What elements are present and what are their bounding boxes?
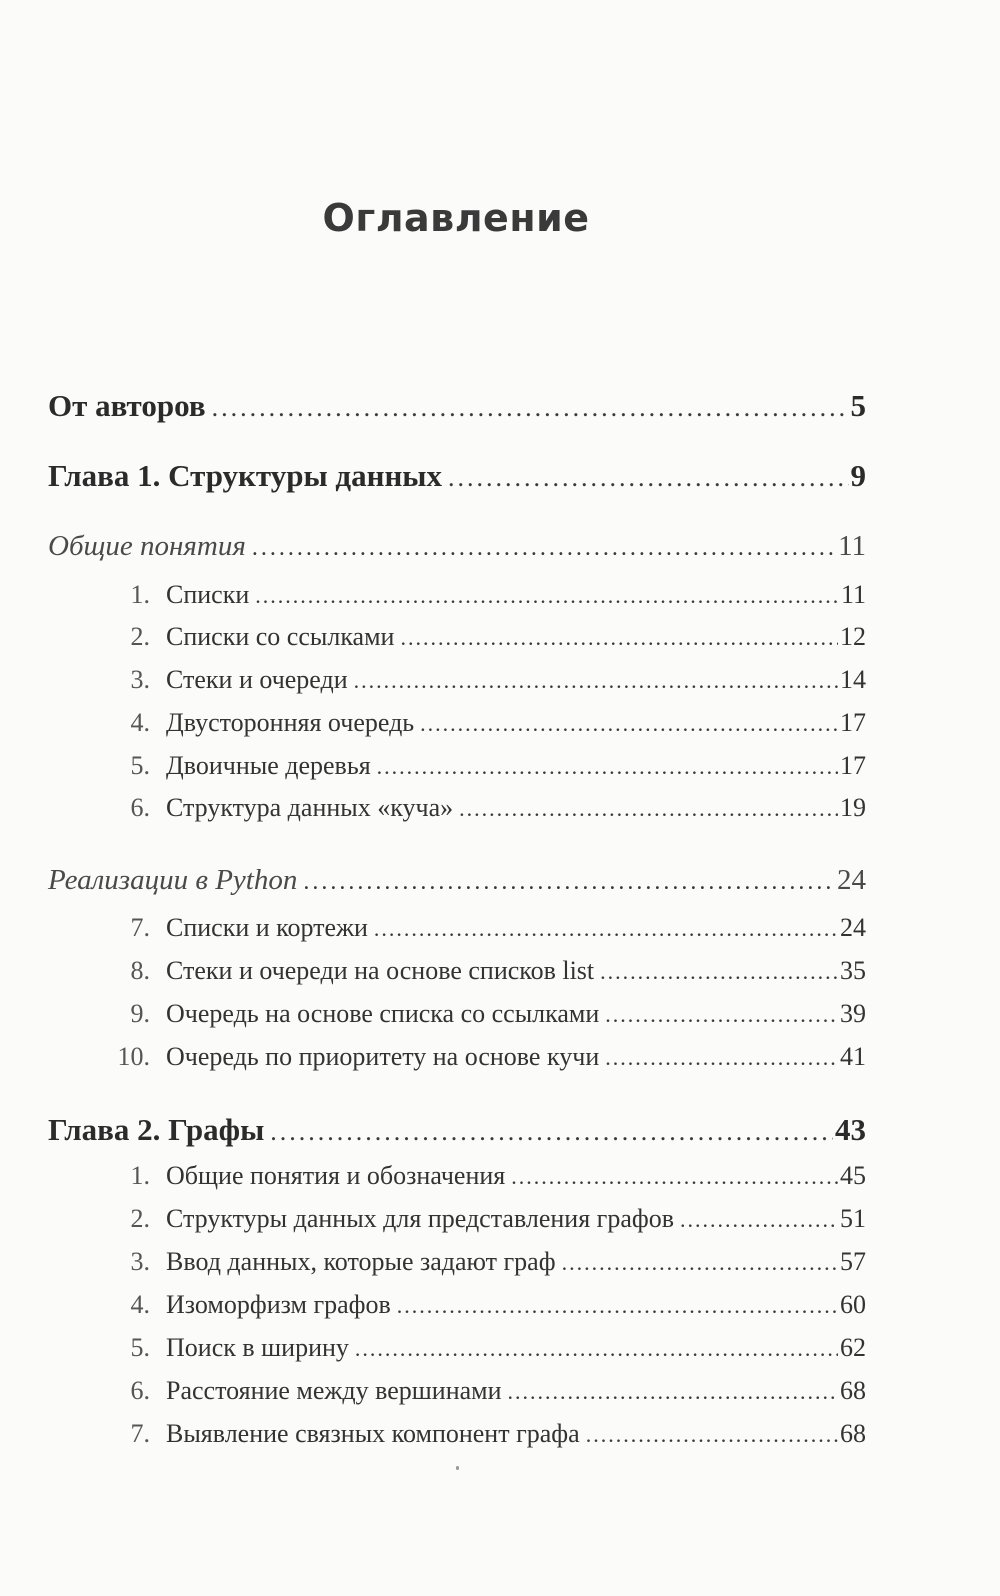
toc-chapter-from-authors[interactable] [48, 388, 866, 424]
toc-page-number: 5 [850, 388, 866, 423]
leader-dots [511, 1164, 838, 1190]
leader-dots [252, 535, 836, 562]
toc-entry-number: 4. [130, 708, 150, 737]
toc-section-label: Реализации в Python [48, 864, 298, 896]
toc-page-number: 39 [840, 999, 866, 1028]
toc-section-python-implementations[interactable] [48, 864, 866, 897]
toc-page-number: 24 [840, 913, 866, 942]
toc-entry[interactable] [48, 1290, 866, 1320]
toc-page-number: 17 [840, 751, 866, 780]
toc-entry-number: 7. [130, 913, 150, 942]
leader-dots [255, 583, 839, 609]
toc-entry-label: Очередь по приоритету на основе кучи [166, 1042, 600, 1071]
leader-dots [354, 668, 838, 694]
toc-entry-number: 2. [130, 622, 150, 651]
toc-page-number: 57 [840, 1247, 866, 1276]
toc-entry-number: 2. [130, 1204, 150, 1233]
toc-chapter-label: Глава 1. Структуры данных [48, 458, 443, 493]
leader-dots [605, 1002, 838, 1028]
leader-dots [303, 869, 835, 896]
toc-entry-label: Выявление связных компонент графа [166, 1419, 580, 1448]
toc-entry[interactable] [48, 751, 866, 781]
toc-entry-label: Поиск в ширину [166, 1333, 349, 1362]
toc-page-number: 19 [840, 793, 866, 822]
toc-entry-label: Стеки и очереди [166, 665, 348, 694]
toc-entry-number: 6. [130, 1376, 150, 1405]
toc-entry-label: Структуры данных для представления графов [166, 1204, 675, 1233]
toc-page-number: 60 [840, 1290, 866, 1319]
toc-page-number: 11 [840, 580, 866, 609]
toc-page-number: 11 [838, 530, 866, 562]
toc-page-number: 45 [840, 1161, 866, 1190]
toc-entry[interactable] [48, 793, 866, 823]
toc-entry-label: Списки [166, 580, 250, 609]
toc-entry-label: Двусторонняя очередь [166, 708, 415, 737]
leader-dots [600, 959, 838, 985]
page-title: Оглавление [322, 196, 590, 240]
toc-chapter-label: От авторов [48, 388, 206, 423]
toc-entry-number: 1. [130, 1161, 150, 1190]
toc-entry-number: 7. [130, 1419, 150, 1448]
toc-entry-label: Стеки и очереди на основе списков list [166, 956, 595, 985]
toc-chapter-2[interactable] [48, 1112, 866, 1148]
leader-dots [400, 625, 838, 651]
toc-page-number: 68 [840, 1376, 866, 1405]
leader-dots [605, 1045, 838, 1071]
toc-page-number: 14 [840, 665, 866, 694]
toc-page-number: 51 [840, 1204, 866, 1233]
leader-dots [397, 1293, 838, 1319]
leader-dots [562, 1250, 838, 1276]
toc-chapter-label: Глава 2. Графы [48, 1112, 265, 1147]
toc-page-number: 12 [840, 622, 866, 651]
toc-entry-number: 1. [130, 580, 150, 609]
toc-section-general-concepts[interactable] [48, 530, 866, 563]
leader-dots [586, 1422, 838, 1448]
toc-section-label: Общие понятия [48, 530, 246, 562]
toc-page-number: 62 [840, 1333, 866, 1362]
leader-dots [355, 1336, 838, 1362]
toc-entry[interactable] [48, 1042, 866, 1072]
toc-page-number: 68 [840, 1419, 866, 1448]
toc-entry[interactable] [48, 580, 866, 610]
toc-chapter-1[interactable] [48, 458, 866, 494]
leader-dots [508, 1379, 838, 1405]
toc-entry[interactable] [48, 956, 866, 986]
toc-entry[interactable] [48, 1204, 866, 1234]
leader-dots [377, 754, 838, 780]
toc-entry-label: Очередь на основе списка со ссылками [166, 999, 600, 1028]
toc-entry[interactable] [48, 999, 866, 1029]
toc-entry-label: Двоичные деревья [166, 751, 371, 780]
toc-entry-number: 3. [130, 1247, 150, 1276]
toc-entry[interactable] [48, 913, 866, 943]
toc-entry[interactable] [48, 1161, 866, 1191]
toc-entry-label: Ввод данных, которые задают граф [166, 1247, 556, 1276]
toc-page-number: 43 [835, 1112, 866, 1147]
toc-entry[interactable] [48, 1247, 866, 1277]
toc-page-number: 24 [837, 864, 866, 896]
toc-entry[interactable] [48, 1376, 866, 1406]
toc-page-number: 17 [840, 708, 866, 737]
toc-page-number: 35 [840, 956, 866, 985]
toc-entry-label: Структура данных «куча» [166, 793, 454, 822]
toc-entry[interactable] [48, 708, 866, 738]
toc-entry-number: 4. [130, 1290, 150, 1319]
leader-dots [680, 1207, 838, 1233]
leader-dots [270, 1117, 833, 1147]
leader-dots [448, 463, 848, 493]
toc-entry[interactable] [48, 1419, 866, 1449]
scan-speck [456, 1466, 459, 1470]
toc-entry-number: 9. [130, 999, 150, 1028]
leader-dots [212, 393, 849, 423]
toc-entry-number: 5. [130, 1333, 150, 1362]
toc-entry[interactable] [48, 665, 866, 695]
toc-entry-number: 5. [130, 751, 150, 780]
leader-dots [374, 916, 838, 942]
toc-entry-label: Списки со ссылками [166, 622, 395, 651]
toc-entry-label: Общие понятия и обозначения [166, 1161, 506, 1190]
toc-entry-label: Изоморфизм графов [166, 1290, 391, 1319]
toc-entry-label: Расстояние между вершинами [166, 1376, 502, 1405]
toc-entry-number: 6. [130, 793, 150, 822]
toc-page-number: 41 [840, 1042, 866, 1071]
toc-entry[interactable] [48, 622, 866, 652]
toc-entry-number: 8. [130, 956, 150, 985]
toc-entry-number: 10. [117, 1042, 150, 1071]
leader-dots [420, 711, 838, 737]
leader-dots [459, 796, 838, 822]
toc-page-number: 9 [850, 458, 866, 493]
toc-entry-label: Списки и кортежи [166, 913, 368, 942]
toc-entry-number: 3. [130, 665, 150, 694]
toc-entry[interactable] [48, 1333, 866, 1363]
